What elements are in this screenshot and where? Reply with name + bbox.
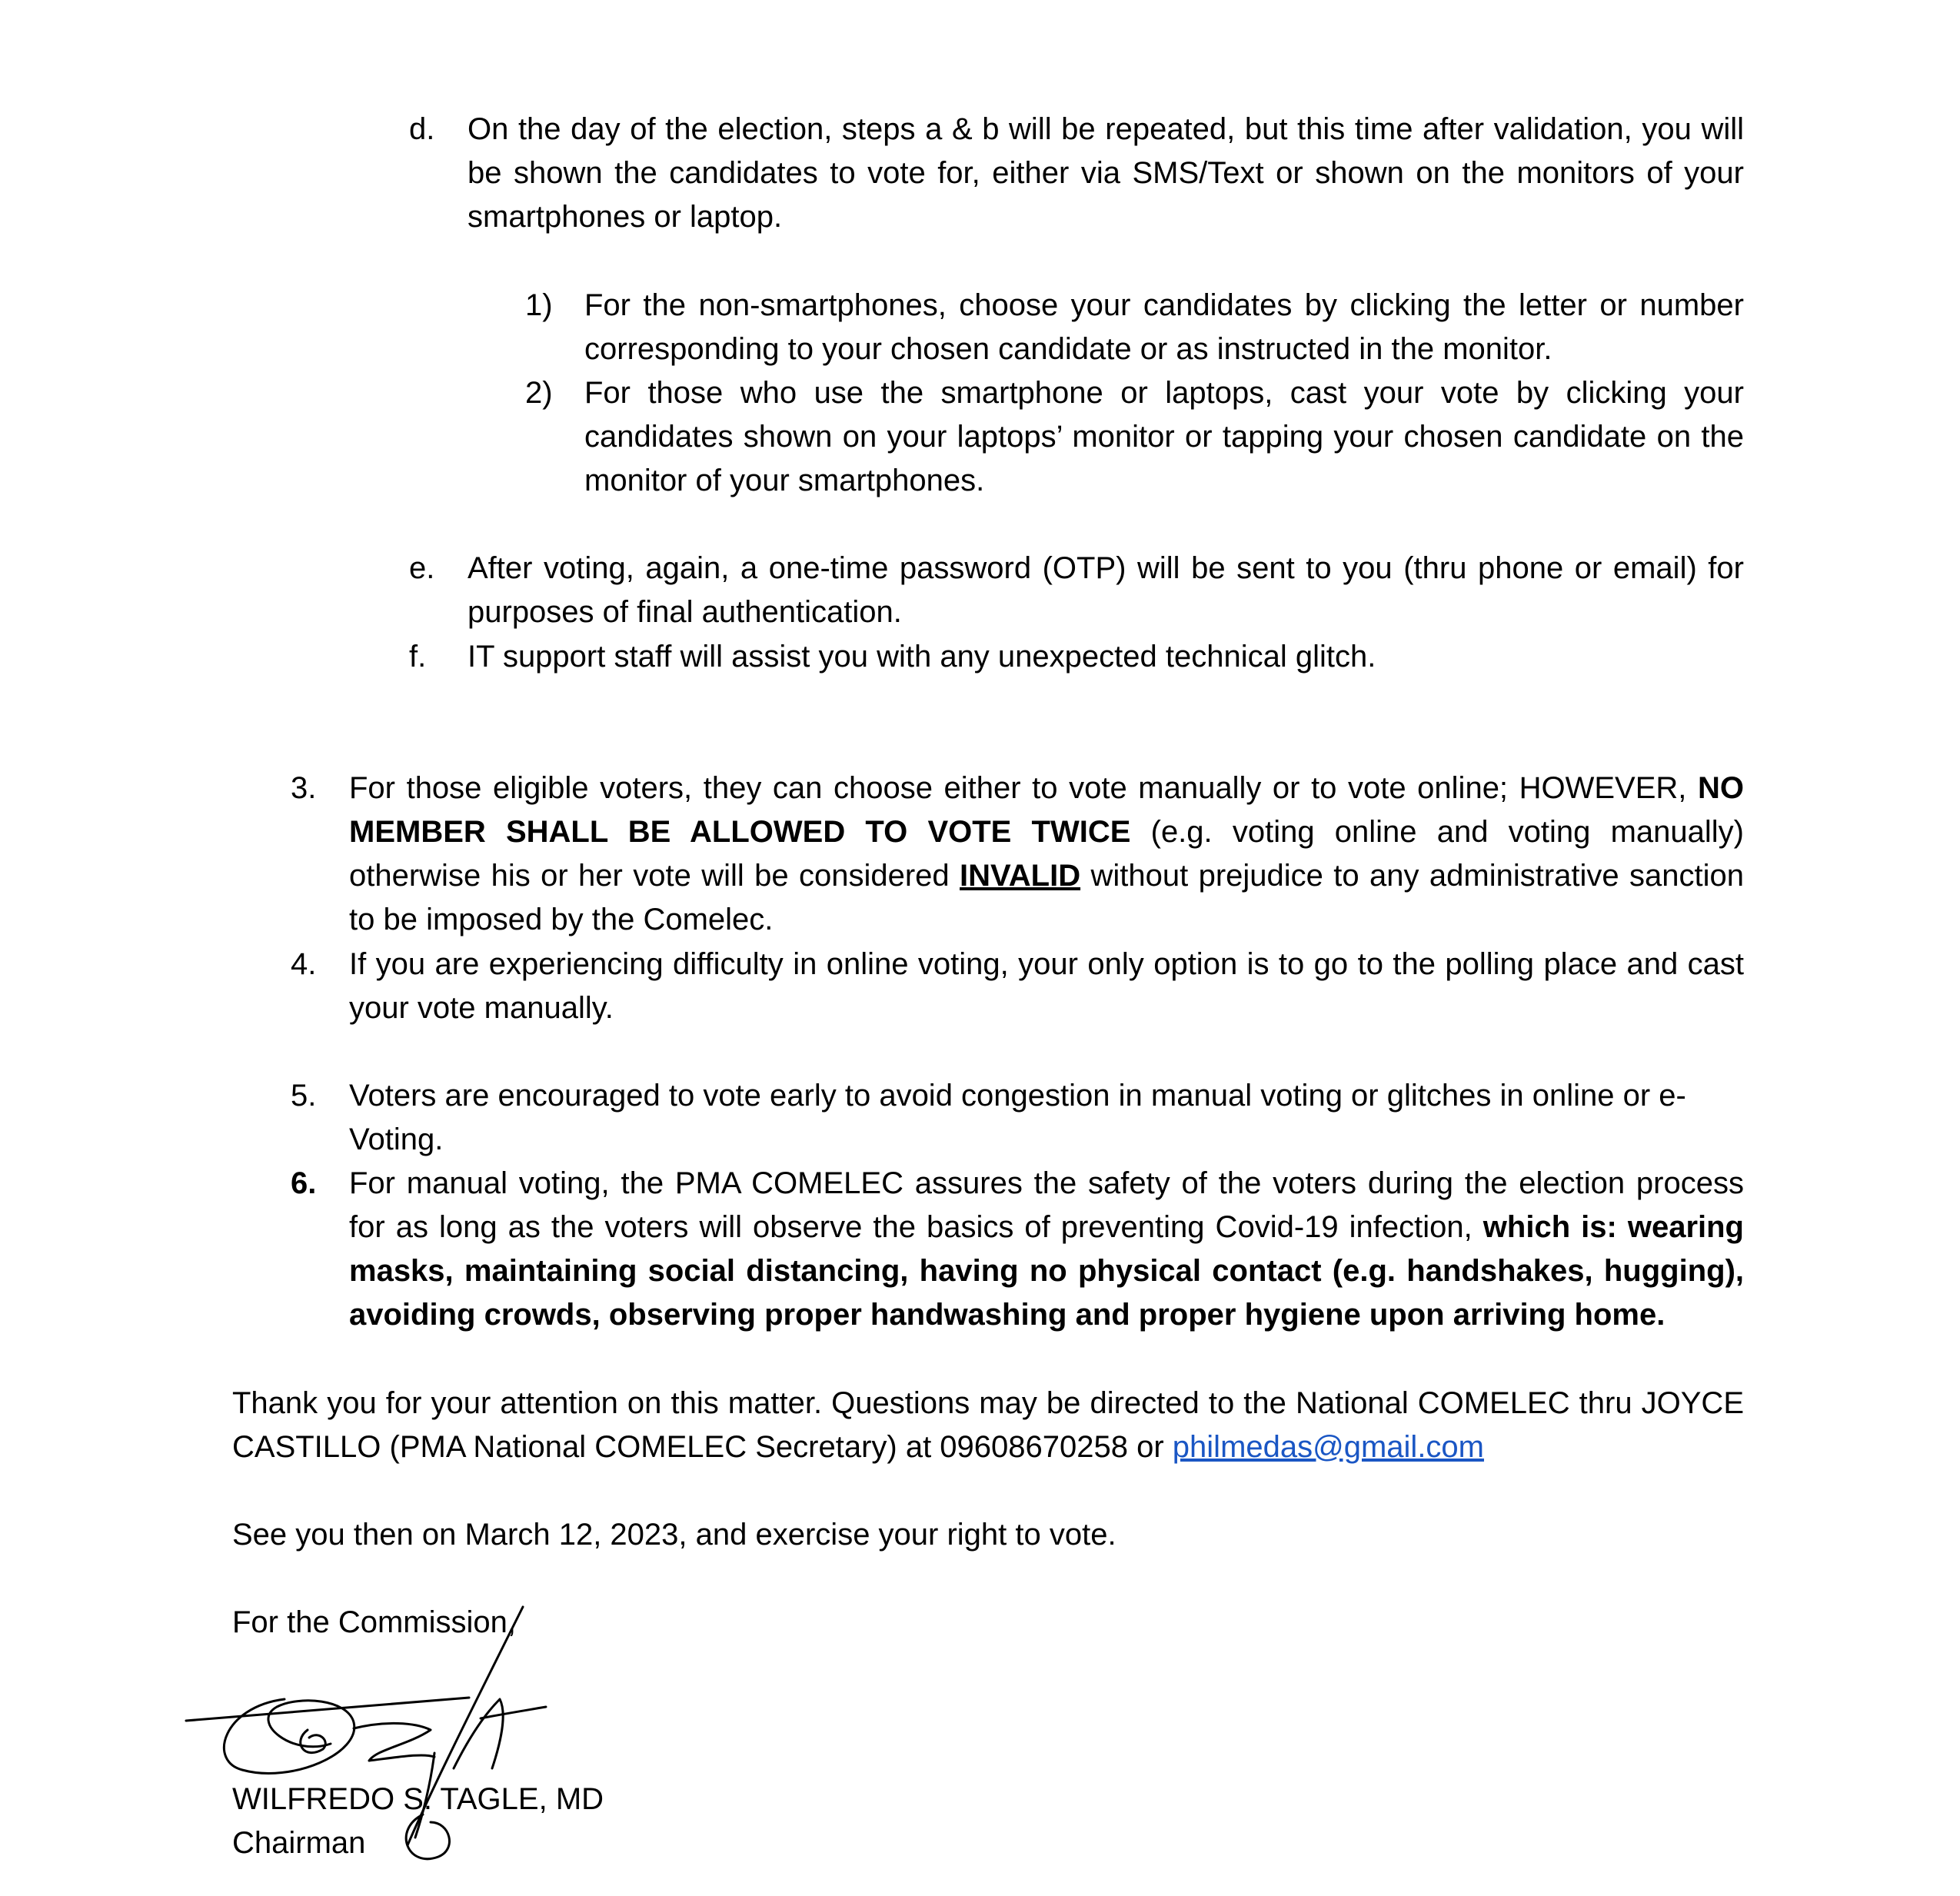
sub-item-f bbox=[409, 635, 1744, 679]
list-item-marker: 5. bbox=[291, 1079, 317, 1113]
nested-item-2 bbox=[525, 371, 1744, 503]
list-item-5 bbox=[291, 1074, 1744, 1162]
list-item-text: If you are experiencing difficulty in online voting, your only option is to go to the polling place and cast your vote manually. bbox=[349, 947, 1744, 1025]
email-link[interactable]: philmedas@gmail.com bbox=[1172, 1430, 1484, 1464]
signatory-name: WILFREDO S. TAGLE, MD bbox=[232, 1782, 604, 1816]
for-commission-line: For the Commission, bbox=[232, 1605, 516, 1639]
list-item-marker: 3. bbox=[291, 771, 317, 805]
no-double-vote-warning: NO MEMBER SHALL BE ALLOWED TO VOTE TWICE bbox=[349, 771, 1744, 849]
item3-text-part1: For those eligible voters, they can choose either to vote manually or to vote online; HOWEVER, bbox=[349, 771, 1698, 805]
nested-item-text: For the non-smartphones, choose your candidates by clicking the letter or number corresponding to your chosen candidate or as instructed in the monitor. bbox=[584, 288, 1744, 366]
sub-item-marker: e. bbox=[409, 551, 435, 585]
see-you-paragraph: See you then on March 12, 2023, and exercise your right to vote. bbox=[232, 1518, 1116, 1552]
nested-item-text: For those who use the smartphone or laptops, cast your vote by clicking your candidates shown on your laptops’ monitor or tapping your chosen candidate on the monitor of your smartphones. bbox=[584, 376, 1744, 497]
list-item-marker: 4. bbox=[291, 947, 317, 981]
list-item-text: Voters are encouraged to vote early to avoid congestion in manual voting or glitches in online or e-Voting. bbox=[349, 1079, 1686, 1156]
list-item-marker: 6. bbox=[291, 1166, 317, 1200]
sub-item-e bbox=[409, 547, 1744, 634]
thank-you-paragraph bbox=[232, 1382, 1744, 1469]
list-item-6 bbox=[291, 1162, 1744, 1337]
nested-item-1 bbox=[525, 284, 1744, 371]
safety-measures-emphasis: which is: wearing masks, maintaining social distancing, having no physical contact (e.g. handshakes, hugging), avoiding crowds, observing proper handwashing and proper hygiene upon arriving home. bbox=[349, 1210, 1744, 1332]
sub-item-d bbox=[409, 108, 1744, 239]
item6-text-part1: For manual voting, the PMA COMELEC assures the safety of the voters during the election process for as long as the voters will observe the basics of preventing Covid-19 infection, bbox=[349, 1166, 1744, 1244]
item3-text-part2: (e.g. voting online and voting manually) otherwise his or her vote will be considered bbox=[349, 815, 1745, 893]
sub-item-text: IT support staff will assist you with any unexpected technical glitch. bbox=[468, 640, 1376, 674]
sub-item-text: After voting, again, a one-time password (OTP) will be sent to you (thru phone or email) for purposes of final authentication. bbox=[468, 551, 1744, 629]
list-item-text bbox=[349, 767, 1744, 942]
thank-you-text: Thank you for your attention on this matter. Questions may be directed to the National COMELEC thru JOYCE CASTILLO (PMA National COMELEC Secretary) at 09608670258 or bbox=[232, 1386, 1744, 1464]
list-item-3 bbox=[291, 767, 1744, 942]
nested-item-marker: 1) bbox=[525, 288, 553, 322]
sub-item-marker: f. bbox=[409, 640, 427, 674]
sub-item-text: On the day of the election, steps a & b will be repeated, but this time after validation, you will be shown the candidates to vote for, either via SMS/Text or shown on the monitors of your smartphones or laptop. bbox=[468, 112, 1744, 234]
item3-text-part3: without prejudice to any administrative sanction to be imposed by the Comelec. bbox=[349, 859, 1744, 936]
list-item-text bbox=[349, 1162, 1744, 1337]
sub-item-marker: d. bbox=[409, 112, 435, 146]
invalid-emphasis: INVALID bbox=[960, 859, 1081, 893]
signatory-title: Chairman bbox=[232, 1826, 366, 1860]
nested-item-marker: 2) bbox=[525, 376, 553, 410]
list-item-4 bbox=[291, 943, 1744, 1030]
